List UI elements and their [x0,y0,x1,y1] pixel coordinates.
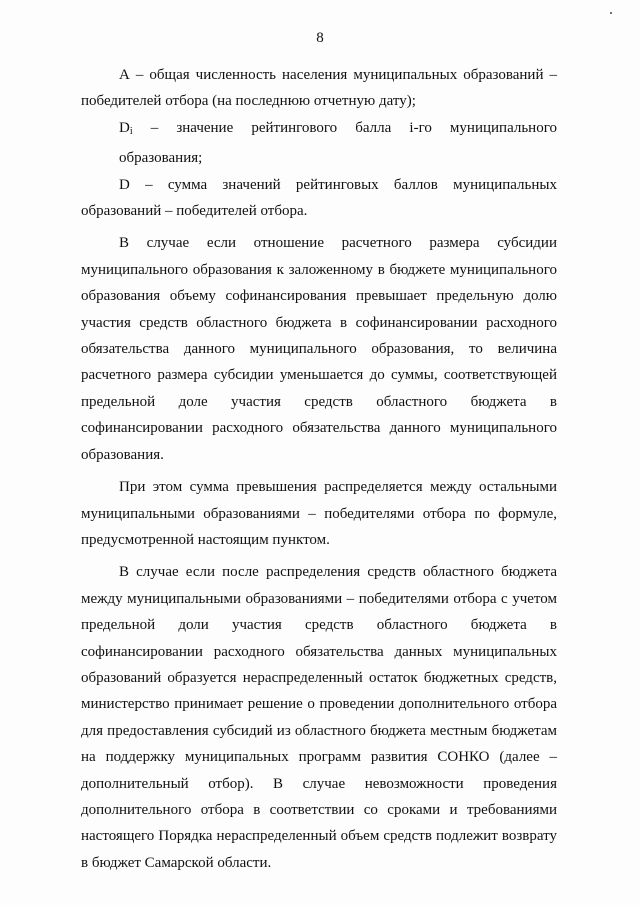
text-line: дополнительный отбор). В случае невозможности проведения [81,775,557,792]
text-fragment: – значение рейтингового балла i-го муниципального образования; [119,119,557,167]
text-line: на поддержку муниципальных программ развития СОНКО (далее – [81,749,557,766]
text-line: образования. [81,446,164,463]
paragraph-additional-selection [81,559,557,876]
text-line [81,115,557,172]
text-line: в бюджет Самарской области. [81,854,272,871]
symbol-d: D [119,119,130,136]
text-line: предельной доле участия средств областного бюджета в [81,393,557,410]
text-line: В случае если после распределения средств областного бюджета [119,564,557,581]
paragraph-d-definition [81,172,557,225]
text-line: настоящего Порядка нераспределенный объем средств подлежит возврату [81,828,557,845]
document-body [81,62,557,876]
text-line: министерство принимает решение о проведении дополнительного отбора [81,696,557,713]
page-number: 8 [316,30,324,46]
text-line: между муниципальными образованиями – победителями отбора с учетом [81,590,557,607]
text-line: дополнительного отбора в соответствии со сроками и требованиями [81,801,557,818]
text-line: предусмотренной настоящим пунктом. [81,531,330,548]
text-line: участия средств областного бюджета в софинансировании расходного [81,314,557,331]
subscript-i: i [129,125,133,137]
text-line: образования объему софинансирования превышает предельную долю [81,288,557,305]
paragraph-a-definition [81,62,557,115]
paragraph-subsidy-ratio [81,230,557,468]
text-line: обязательства данного муниципального образования, то величина [81,341,557,358]
text-line: предельной доли участия средств областного бюджета в [81,617,557,634]
scan-speck [610,12,612,14]
paragraph-di-definition [81,115,557,172]
text-line: образований образуется нераспределенный остаток бюджетных средств, [81,669,557,686]
text-line: софинансировании расходного обязательства данных муниципальных [81,643,557,660]
text-line: D – сумма значений рейтинговых баллов муниципальных [119,176,557,193]
text-line: победителей отбора (на последнюю отчетную дату); [81,93,416,110]
text-line: При этом сумма превышения распределяется между остальными [119,479,557,496]
text-line: А – общая численность населения муниципальных образований – [119,67,557,83]
text-line: для предоставления субсидий из областного бюджета местным бюджетам [81,722,557,739]
text-line: В случае если отношение расчетного размера субсидии [119,235,557,252]
text-line: расчетного размера субсидии уменьшается до суммы, соответствующей [81,367,557,384]
text-line: софинансировании расходного обязательства данного муниципального [81,420,557,437]
text-line: муниципальными образованиями – победителями отбора по формуле, [81,505,557,522]
text-line: образований – победителей отбора. [81,203,308,220]
paragraph-excess-distribution [81,474,557,553]
text-line: муниципального образования к заложенному в бюджете муниципального [81,261,557,278]
